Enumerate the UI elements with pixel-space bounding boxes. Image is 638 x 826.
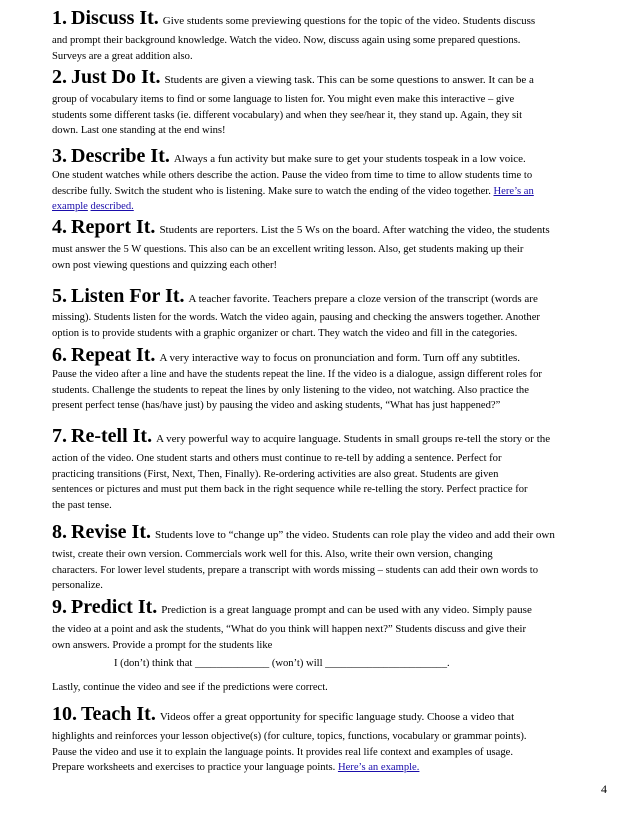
- body-text: Prepare worksheets and exercises to practice your language points.: [52, 762, 336, 773]
- body-line: and prompt their background knowledge. Watch the video. Now, discuss again using some prepared questions.: [52, 35, 521, 46]
- section-heading: [52, 216, 592, 239]
- section-intro: A very interactive way to focus on pronunciation and form. Turn off any subtitles.: [159, 352, 521, 364]
- section-teach-it: [52, 703, 592, 776]
- section-title: Repeat It.: [71, 344, 156, 366]
- section-discuss-it: [52, 7, 592, 64]
- described-link[interactable]: described.: [90, 201, 134, 212]
- section-heading: [52, 145, 592, 168]
- section-revise-it: [52, 521, 592, 594]
- section-intro: Prediction is a great language prompt and can be used with any video. Simply pause: [161, 604, 532, 616]
- section-number: 10.: [52, 703, 77, 725]
- example-link[interactable]: Here’s an example.: [337, 762, 420, 773]
- section-just-do-it: [52, 66, 592, 139]
- section-heading: [52, 66, 592, 89]
- section-title: Discuss It.: [71, 7, 159, 29]
- example-link[interactable]: Here’s an: [493, 185, 534, 197]
- section-title: Re-tell It.: [71, 425, 153, 447]
- section-title: Revise It.: [71, 521, 151, 543]
- section-intro: Always a fun activity but make sure to get your students tospeak in a low voice.: [173, 153, 526, 165]
- body-line: Pause the video and use it to explain the language points. It provides real life context and examples of usage.: [52, 746, 513, 758]
- section-number: 7.: [52, 425, 67, 447]
- section-heading: [52, 285, 592, 308]
- section-repeat-it: [52, 344, 592, 414]
- section-number: 1.: [52, 7, 67, 29]
- section-intro: A teacher favorite. Teachers prepare a cloze version of the transcript (words are: [188, 293, 538, 305]
- section-title: Teach It.: [81, 703, 156, 725]
- body-line: own answers. Provide a prompt for the students like: [52, 639, 273, 651]
- body-line: present perfect tense (has/have just) by pausing the video and asking students, “What has just happened?”: [52, 400, 501, 411]
- body-line: Pause the video after a line and have the students repeat the line. If the video is a dialogue, assign different roles for: [52, 369, 542, 380]
- section-heading: [52, 7, 592, 30]
- body-line: highlights and reinforces your lesson objective(s) (for culture, topics, functions, vocabulary or grammar points).: [52, 731, 527, 742]
- section-intro: Videos offer a great opportunity for specific language study. Choose a video that: [159, 711, 515, 723]
- section-describe-it: [52, 145, 592, 215]
- body-line: One student watches while others describe the action. Pause the video from time to time to allow students time to: [52, 170, 533, 181]
- example-link[interactable]: example: [52, 201, 88, 212]
- section-intro: Students are reporters. List the 5 Ws on the board. After watching the video, the students: [159, 224, 550, 236]
- body-line: Lastly, continue the video and see if the predictions were correct.: [52, 681, 328, 693]
- section-number: 3.: [52, 145, 67, 167]
- section-title: Report It.: [71, 216, 156, 238]
- body-line: down. Last one standing at the end wins!: [52, 125, 226, 136]
- section-report-it: [52, 216, 592, 273]
- body-line: sentences or pictures and must put them back in the right sequence while re-telling the story. Perfect practice for: [52, 484, 528, 495]
- section-title: Just Do It.: [71, 66, 161, 88]
- section-listen-for-it: [52, 285, 592, 341]
- body-line: missing). Students listen for the words. Watch the video again, pausing and checking the answers together. Another: [52, 312, 540, 323]
- body-line: personalize.: [52, 580, 103, 591]
- body-line: group of vocabulary items to find or some language to listen for. You might even make this interactive – give: [52, 94, 515, 105]
- section-intro: Give students some previewing questions for the topic of the video. Students discuss: [162, 15, 536, 27]
- section-intro: Students love to “change up” the video. Students can role play the video and add their own: [154, 529, 555, 541]
- section-predict-it: [52, 596, 592, 695]
- section-heading: [52, 425, 592, 448]
- body-line: students some different tasks (ie. different vocabulary) and when they see/hear it, they stand up. Again, they sit: [52, 109, 523, 121]
- body-line: must answer the 5 W questions. This also can be an excellent writing lesson. Also, get students making up their: [52, 244, 524, 255]
- prediction-prompt: I (don’t) think that ______________ (won’t) will _______________________.: [114, 658, 450, 669]
- body-line: [52, 199, 592, 215]
- body-line: students. Challenge the students to repeat the lines by only listening to the video, not watching. Also practice the: [52, 384, 529, 396]
- body-line: characters. For lower level students, prepare a transcript with words missing – students can add their own words to: [52, 564, 539, 576]
- page-number: 4: [601, 782, 607, 796]
- body-line: [52, 760, 592, 776]
- body-line: twist, create their own version. Commercials work well for this. Also, write their own version, changing: [52, 549, 493, 560]
- section-title: Predict It.: [71, 596, 158, 618]
- body-line: practicing transitions (First, Next, Then, Finally). Re-ordering activities are also great. Students are given: [52, 468, 499, 480]
- body-line: the past tense.: [52, 499, 112, 511]
- section-intro: A very powerful way to acquire language. Students in small groups re-tell the story or the: [156, 433, 551, 445]
- section-number: 9.: [52, 596, 67, 618]
- section-number: 5.: [52, 285, 67, 307]
- section-intro: Students are given a viewing task. This can be some questions to answer. It can be a: [164, 74, 534, 86]
- section-heading: [52, 703, 592, 726]
- section-title: Listen For It.: [71, 285, 185, 307]
- section-heading: [52, 344, 592, 367]
- section-number: 2.: [52, 66, 67, 88]
- body-line: [52, 184, 592, 200]
- section-heading: [52, 596, 592, 619]
- section-number: 6.: [52, 344, 67, 366]
- section-title: Describe It.: [71, 145, 170, 167]
- section-number: 4.: [52, 216, 67, 238]
- section-re-tell-it: [52, 425, 592, 513]
- body-line: action of the video. One student starts and others must continue to re-tell by adding a sentence. Perfect for: [52, 453, 502, 464]
- body-line: option is to provide students with a graphic organizer or chart. They watch the video and fill in the categories.: [52, 327, 518, 339]
- section-heading: [52, 521, 592, 544]
- body-line: the video at a point and ask the students, “What do you think will happen next?” Students discuss and give their: [52, 624, 526, 635]
- section-number: 8.: [52, 521, 67, 543]
- body-text: describe fully. Switch the student who is listening. Make sure to watch the ending of the video together.: [52, 185, 491, 197]
- body-line: Surveys are a great addition also.: [52, 50, 193, 62]
- body-line: own post viewing questions and quizzing each other!: [52, 259, 278, 271]
